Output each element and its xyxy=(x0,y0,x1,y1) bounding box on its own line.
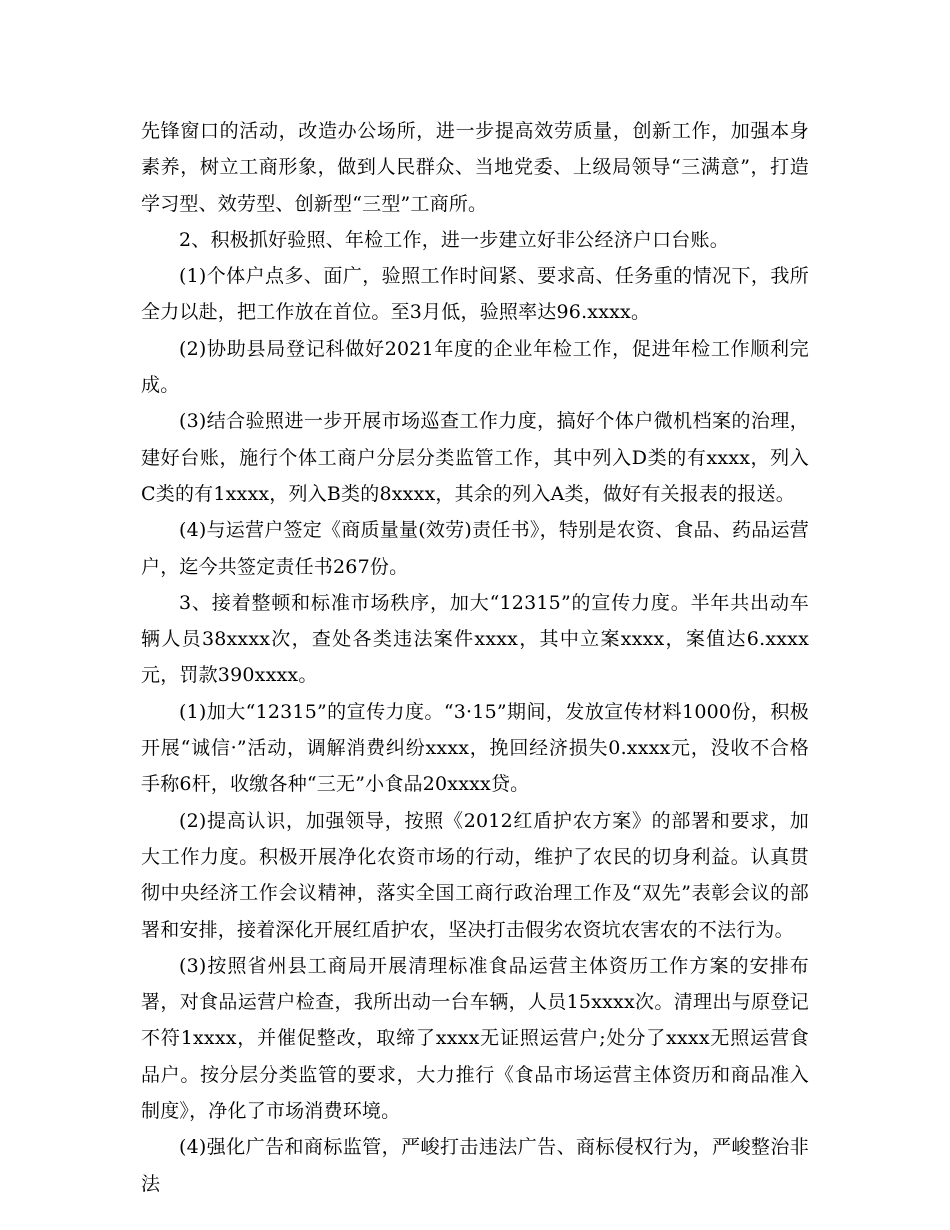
document-page xyxy=(141,113,809,1202)
paragraph-8: (1)加大“12315”的宣传力度。“3·15”期间，发放宣传材料1000份，积极开展“诚信·”活动，调解消费纠纷xxxx，挽回经济损失0.xxxx元，没收不合格手称6杆，收缴各种“三无”小食品20xxxx贷。 xyxy=(141,700,809,796)
paragraph-10: (3)按照省州县工商局开展清理标准食品运营主体资历工作方案的安排布署，对食品运营户检查，我所出动一台车辆，人员15xxxx次。清理出与原登记不符1xxxx，并催促整改，取缔了xxxx无证照运营户;处分了xxxx无照运营食品户。按分层分类监管的要求，大力推行《食品市场运营主体资历和商品准入制度》，净化了市场消费环境。 xyxy=(141,954,809,1123)
paragraph-1: 先锋窗口的活动，改造办公场所，进一步提高效劳质量，创新工作，加强本身素养，树立工商形象，做到人民群众、当地党委、上级局领导“三满意”，打造学习型、效劳型、创新型“三型”工商所。 xyxy=(141,120,809,215)
paragraph-4: (2)协助县局登记科做好2021年度的企业年检工作，促进年检工作顺利完成。 xyxy=(141,337,809,397)
paragraph-6: (4)与运营户签定《商质量量(效劳)责任书》，特别是农资、食品、药品运营户，迄今共签定责任书267份。 xyxy=(141,519,809,578)
paragraph-2: 2、积极抓好验照、年检工作，进一步建立好非公经济户口台账。 xyxy=(179,228,729,251)
paragraph-3: (1)个体户点多、面广，验照工作时间紧、要求高、任务重的情况下，我所全力以赴，把工作放在首位。至3月低，验照率达96.xxxx。 xyxy=(141,265,809,324)
paragraph-9: (2)提高认识，加强领导，按照《2012红盾护农方案》的部署和要求，加大工作力度。积极开展净化农资市场的行动，维护了农民的切身利益。认真贯彻中央经济工作会议精神，落实全国工商行政治理工作及“双先”表彰会议的部署和安排，接着深化开展红盾护农，坚决打击假劣农资坑农害农的不法行为。 xyxy=(141,809,809,941)
paragraph-7: 3、接着整顿和标准市场秩序，加大“12315”的宣传力度。半年共出动车辆人员38xxxx次，查处各类违法案件xxxx，其中立案xxxx，案值达6.xxxx元，罚款390xxxx。 xyxy=(141,591,809,687)
paragraph-5: (3)结合验照进一步开展市场巡查工作力度，搞好个体户微机档案的治理，建好台账，施行个体工商户分层分类监管工作，其中列入D类的有xxxx，列入C类的有1xxxx，列入B类的8xxxx，其余的列入A类，做好有关报表的报送。 xyxy=(141,410,809,505)
paragraph-11: (4)强化广告和商标监管，严峻打击违法广告、商标侵权行为，严峻整治非法 xyxy=(141,1136,809,1195)
